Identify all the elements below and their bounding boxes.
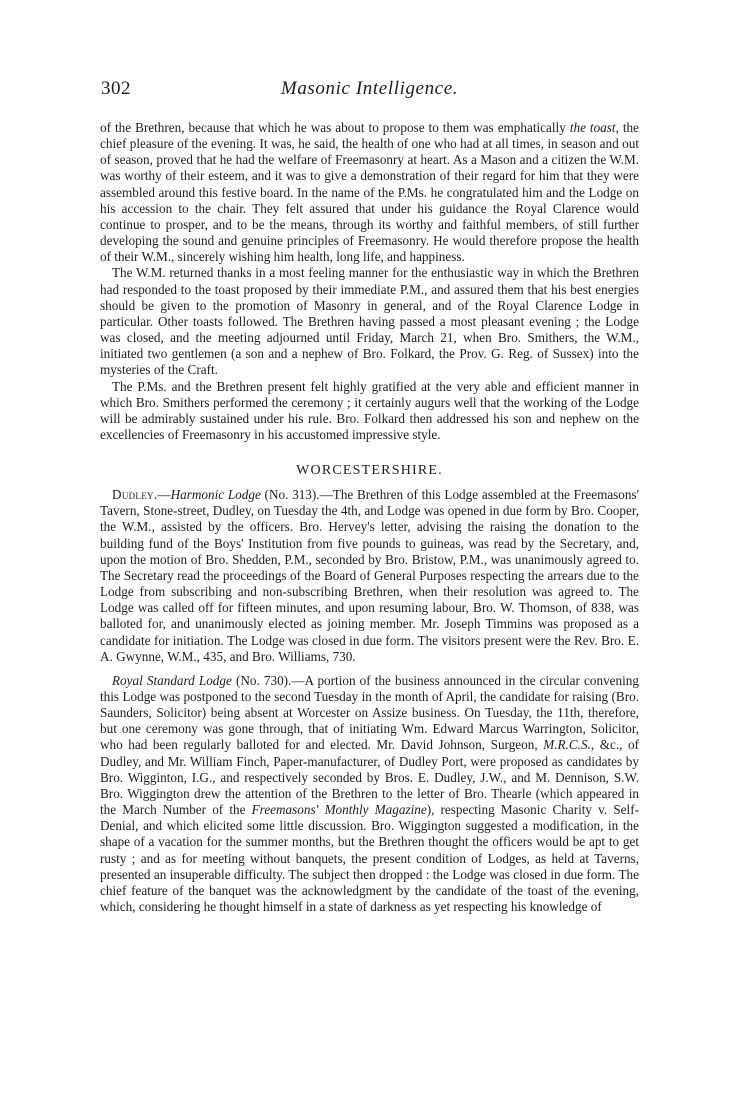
lodge-name: Harmonic Lodge (170, 487, 261, 503)
page-number: 302 (101, 78, 131, 99)
body-paragraph-toast: of the Brethren, because that which he was about to propose to them was emphatically the toast, the chief pleasure of the evening. It was, he said, the health of one who had at all times, in season and out of season, proved that he had the welfare of Freemasonry at heart. As a Mason and a citizen the W.M. was worthy of their esteem, and it was to give a demonstration of their regard for him that they were assembled around this festive board. In the name of the P.Ms. he congratulated him and the Lodge on his accession to the chair. They felt assured that under his guidance the Royal Clarence would continue to prosper, and to be the means, through its worthy and faithful members, of still further developing the sound and genuine principles of Freemasonry. He would therefore propose the health of their W.M., sincerely wishing him health, long life, and happiness. (100, 120, 639, 265)
body-paragraph-wm-thanks: The W.M. returned thanks in a most feeling manner for the enthusiastic way in which the Brethren had responded to the toast proposed by their immediate P.M., and assured them that his best energies should be given to the promotion of Masonry in general, and of the Royal Clarence Lodge in particular. Other toasts followed. The Brethren having passed a most pleasant evening ; the Lodge was closed, and the meeting adjourned until Friday, March 21, when Bro. Smithers, the W.M., initiated two gentlemen (a son and a nephew of Bro. Folkard, the Prov. G. Reg. of Sussex) into the mysteries of the Craft. (100, 265, 639, 378)
running-title: Masonic Intelligence. (280, 78, 459, 99)
body-paragraph-pms: The P.Ms. and the Brethren present felt highly gratified at the very able and efficient manner in which Bro. Smithers performed the ceremony ; it certainly augurs well that the working of the Lodge will be admirably sustained under his rule. Bro. Folkard then addressed his son and nephew on the excellencies of Freemasonry in his accustomed impressive style. (100, 378, 639, 442)
body-paragraph-royal-standard-lodge: Royal Standard Lodge (No. 730).—A portion of the business announced in the circular convening this Lodge was postponed to the second Tuesday in the month of April, the candidate for raising (Bro. Saunders, Solicitor) being absent at Worcester on Assize business. On Tuesday, the 11th, therefore, but one ceremony was gone through, that of initiating Wm. Edward Marcus Warrington, Solicitor, who had been regularly balloted for and elected. Mr. David Johnson, Surgeon, M.R.C.S., &c., of Dudley, and Mr. William Finch, Paper-manufacturer, of Dudley Port, were proposed as candidates by Bro. Wigginton, I.G., and respectively seconded by Bros. E. Dudley, J.W., and M. Dennison, S.W. Bro. Wiggington drew the attention of the Brethren to the letter of Bro. Thearle (which appeared in the March Number of the Freemasons' Monthly Magazine), respecting Masonic Charity v. Self-Denial, and which elicited some little discussion. Bro. Wiggington suggested a modification, in the shape of a vacation for the summer months, but the Brethren thought the officers would be apt to get rusty ; and as for meeting without banquets, the present condition of Lodges, as held at Taverns, presented an insuperable difficulty. The subject then dropped : the Lodge was closed in due form. The chief feature of the banquet was the acknowledgment by the candidate of the toast of the evening, which, considering he thought himself in a state of darkness as yet respecting his knowledge of (100, 672, 639, 915)
section-heading: WORCESTERSHIRE. (296, 463, 443, 479)
lodge-name: Royal Standard Lodge (112, 672, 232, 688)
body-paragraph-harmonic-lodge: Dudley.—Harmonic Lodge (No. 313).—The Brethren of this Lodge assembled at the Freemasons' Tavern, Stone-street, Dudley, on Tuesday the 4th, and Lodge was opened in due form by Bro. Cooper, the W.M., assisted by the officers. Bro. Hervey's letter, advising the raising the donation to the building fund of the Boys' Institution from five pounds to guineas, was read by the Secretary, and, upon the motion of Bro. Shedden, P.M., seconded by Bro. Bristow, P.M., was unanimously agreed to. The Secretary read the proceedings of the Board of General Purposes respecting the arrears due to the Lodge from subscribing and non-subscribing Brethren, when their resolution was agreed to. The Lodge was called off for fifteen minutes, and upon resuming labour, Bro. W. Thomson, of 838, was balloted for, and unanimously elected as joining member. Mr. Joseph Timmins was proposed as a candidate for initiation. The Lodge was closed in due form. The visitors present were the Rev. Bro. E. A. Gwynne, W.M., 435, and Bro. Williams, 730. (100, 487, 640, 664)
page-header (100, 78, 639, 106)
place-name: Dudley. (112, 487, 158, 503)
